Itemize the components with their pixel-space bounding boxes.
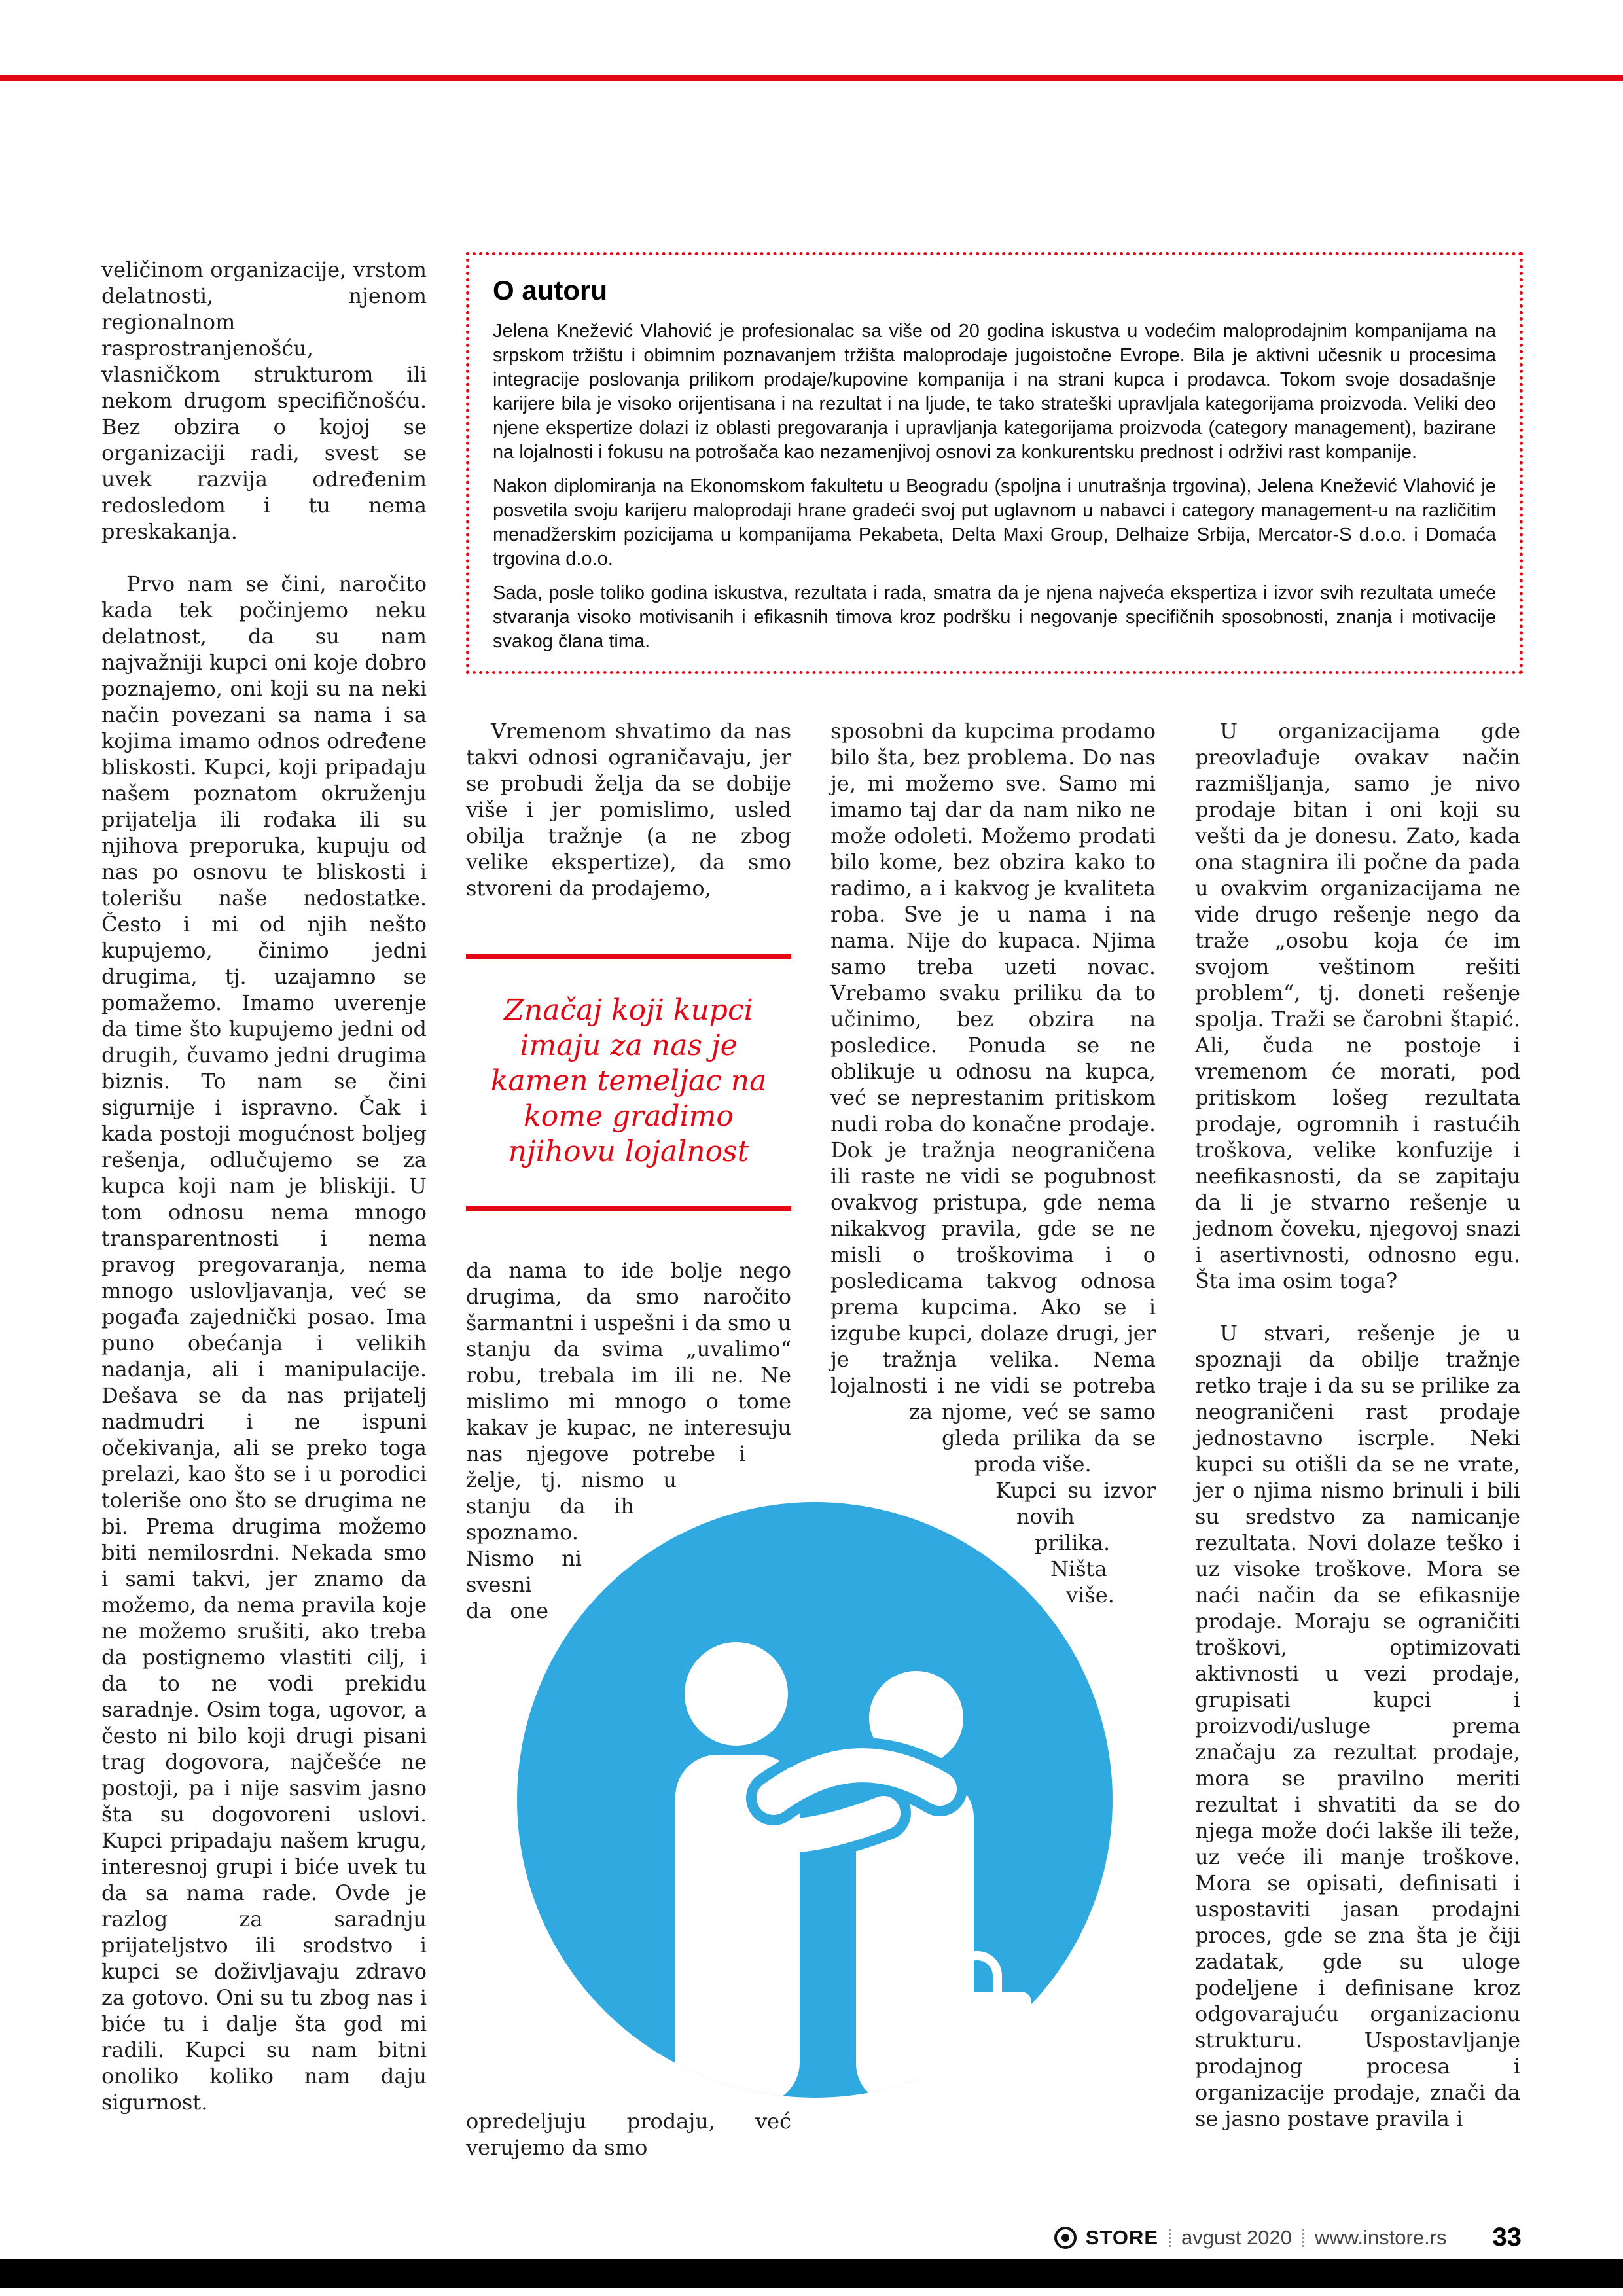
- author-box-title: O autoru: [493, 275, 607, 306]
- footer-url[interactable]: www.instore.rs: [1314, 2225, 1447, 2249]
- author-bio-paragraph: Sada, posle toliko godina iskustva, rezultata i rada, smatra da je njena najveća ekspertiza i izvor svih rezultata umeće stvaranja visoko motivisanih i efikasnih timova kroz podršku i negovanje specifičnih sposobnosti, znanja i motivacije svakog člana tima.: [493, 583, 1496, 652]
- author-box: [466, 252, 1523, 674]
- body-paragraph: veličinom organizacije, vrstom delatnosti, njenom regionalnom rasprostranjenošću, vlasničkom strukturom ili nekom drugom specifičnošću. Bez obzira o kojoj se organizaciji radi, svest se uvek razvija određenim redosledom i tu nema preskakanja.: [101, 257, 427, 544]
- page-footer: [1054, 2223, 1522, 2252]
- text-column-4: [1195, 718, 1520, 2132]
- body-paragraph: Kupci su izvor novih prilika. Ništa više.: [995, 1478, 1156, 1607]
- author-bio-paragraph: Jelena Knežević Vlahović je profesionalac sa više od 20 godina iskustva u vodećim maloprodajnim kompanijama na srpskom tržištu i obimnim poznavanjem tržišta maloprodaje jugoistočne Evrope. Bila je aktivni učesnik u procesima integracije poslovanja prilikom prodaje/kupovine kompanija i na strani kupca i prodavca. Tokom svoje dosadašnje karijere bila je visoko orijentisana i na rezultat i na ljude, te tako strateški upravljala kategorijama proizvoda. Veliki deo njene ekspertize dolazi iz oblasti pregovaranja i upravljanja kategorijama proizvoda (category management), bazirane na lojalnosti i fokusu na potrošača kao nezamenjivoj osnovi za konkurentsku prednost i održivi rast kompanije.: [493, 321, 1496, 463]
- body-paragraph: da nama to ide bolje nego drugima, da smo naročito šarmantni i uspešni i da smo u stanju da svima „uvalimo“ robu, trebala im ili ne. Ne mislimo mi mnogo o tome kakav je kupac, ne interesuju nas njegove potrebe i želje, tj. nismo u stanju da ih spoznamo. Nismo ni svesni da one opredeljuju prodaju, već verujemo da smo: [466, 1258, 791, 2160]
- body-paragraph: U organizacijama gde preovlađuje ovakav način razmišljanja, samo je nivo prodaje bitan i oni koji su vešti da je donesu. Zato, kada ona stagnira ili počne da pada u ovakvim organizacijama ne vide drugo rešenje nego da traže „osobu koja će im svojom veštinom rešiti problem“, tj. doneti rešenje spolja. Traži se čarobni štapić. Ali, čuda ne postoje i vremenom će morati, pod pritiskom lošeg rezultata prodaje, ogromnih i rastućih troškova, velike konfuzije i neefikasnosti, da se zapitaju da li je stvarno rešenje u jednom čoveku, njegovoj snazi i asertivnosti, odnosno egu. Šta ima osim toga?: [1195, 719, 1520, 1293]
- top-accent-rule: [0, 75, 1623, 81]
- hugging-people-illustration: [517, 1502, 1113, 2098]
- pull-quote: [466, 954, 791, 1211]
- pull-quote-text: Značaj koji kupci imaju za nas je kamen temeljac na kome gradimo njihovu lojalnost: [490, 994, 767, 1168]
- text-column-1: [101, 257, 427, 2115]
- bottom-black-bar: [0, 2259, 1623, 2288]
- person-left: [675, 1642, 800, 2098]
- body-paragraph: Prvo nam se čini, naročito kada tek počinjemo neku delatnost, da su nam najvažniji kupci oni koje dobro poznajemo, oni koji su na neki način povezani sa nama i sa kojima imamo odnos određene bliskosti. Kupci, koji pripadaju našem poznatom okruženju prijatelja ili rođaka ili su njihova preporuka, kupuju od nas po osnovu te bliskosti i tolerišu naše nedostatke. Često i mi od njih nešto kupujemo, činimo jedni drugima, tj. uzajamno se pomažemo. Imamo uverenje da time što kupujemo jedni od drugih, čuvamo jedni drugima biznis. To nam se čini sigurnije i ispravno. Čak i kada postoji mogućnost boljeg rešenja, odlučujemo se za kupca koji nam je bliskiji. U tom odnosu nema mnogo transparentnosti i nema pravog pregovaranja, nema mnogo uslovljavanja, već se pogađa zajednički posao. Ima puno obećanja i velikih nadanja, ali i manipulacije. Dešava se da nas prijatelj nadmudri i ne ispuni očekivanja, ali se preko toga prelazi, kao što se i u porodici toleriše ono što se drugima ne bi. Prema drugima možemo biti nemilosrdni. Nekada smo i sami takvi, jer znamo da možemo, da nema pravila koje ne možemo srušiti, ako treba da postignemo vlastiti cilj, i da to ne vodi prekidu saradnje. Osim toga, ugovor, a često ni bilo koji drugi pisani trag dogovora, najčešće ne postoji, pa i nije sasvim jasno šta su dogovoreni uslovi. Kupci pripadaju našem krugu, interesnoj grupi i biće uvek tu da sa nama rade. Ovde je razlog za saradnju prijateljstvo ili srodstvo i kupci se doživljavaju zdravo za gotovo. Oni su tu zbog nas i biće tu i dalje šta god mi radili. Kupci su nam bitni onoliko koliko nam daju sigurnost.: [101, 571, 427, 2115]
- footer-separator: [1302, 2229, 1304, 2247]
- instore-logo-icon: [1054, 2227, 1077, 2249]
- body-paragraph: sposobni da kupcima prodamo bilo šta, bez problema. Do nas je, mi možemo sve. Samo mi imamo taj dar da nam niko ne može odoleti. Možemo prodati bilo kome, bez obzira kako to radimo, a i kakvog je kvaliteta roba. Sve je u nama i na nama. Nije do kupaca. Njima samo treba uzeti novac. Vrebamo svaku priliku da to učinimo, bez obzira na posledice. Ponuda se ne oblikuje u odnosu na kupca, već se neprestanim pritiskom nudi roba do konačne prodaje. Dok je tražnja neograničena ili raste ne vidi se pogubnost ovakvog pristupa, gde nema nikakvog pravila, gde se ne misli o troškovima i o posledicama takvog odnosa prema kupcima. Ako se i izgube kupci, dolaze drugi, jer je tražnja velika. Nema lojalnosti i ne vidi se potreba za njome, već se samo gleda prilika da se proda više.: [830, 719, 1156, 1477]
- hugging-people-svg: [517, 1502, 1113, 2098]
- page-number: 33: [1492, 2223, 1522, 2251]
- footer-issue-date: avgust 2020: [1181, 2225, 1292, 2249]
- body-paragraph: U stvari, rešenje je u spoznaji da obilje tražnje retko traje i da su se prilike za neograničeni rast prodaje jednostavno iscrple. Neki kupci su otišli da se ne vrate, jer o njima nismo brinuli i bili su sredstvo za namicanje rezultata. Novi dolaze teško i uz visoke troškove. Mora se naći način da se efikasnije prodaje. Moraju se ograničiti troškovi, optimizovati aktivnosti u vezi prodaje, grupisati kupci i proizvodi/usluge prema značaju za rezultat prodaje, mora se pravilno meriti rezultat i shvatiti da se do njega može doći lakše ili teže, uz veće ili manje troškove. Mora se opisati, definisati i uspostaviti jasan prodajni proces, gde se zna šta je čiji zadatak, gde su uloge podeljene i definisane kroz odgovarajuću organizacionu strukturu. Uspostavljanje prodajnog procesa i organizacije prodaje, znači da se jasno postave pravila i: [1195, 1321, 1520, 2131]
- footer-brand: STORE: [1085, 2225, 1159, 2249]
- body-paragraph: Vremenom shvatimo da nas takvi odnosi ograničavaju, jer se probudi želja da se dobije više i jer pomislimo, usled obilja tražnje (a ne zbog velike ekspertize), da smo stvoreni da prodajemo,: [466, 719, 791, 901]
- footer-separator: [1169, 2229, 1171, 2247]
- author-bio-paragraph: Nakon diplomiranja na Ekonomskom fakultetu u Beogradu (spoljna i unutrašnja trgovina), Jelena Knežević Vlahović je posvetila svoju karijeru maloprodaji hrane gradeći svoj put uglavnom u nabavci i category management-u na različitim menadžerskim pozicijama u kompanijama Pekabeta, Delta Maxi Group, Delhaize Srbija, Mercator-S d.o.o. i Domaća trgovina d.o.o.: [493, 476, 1496, 569]
